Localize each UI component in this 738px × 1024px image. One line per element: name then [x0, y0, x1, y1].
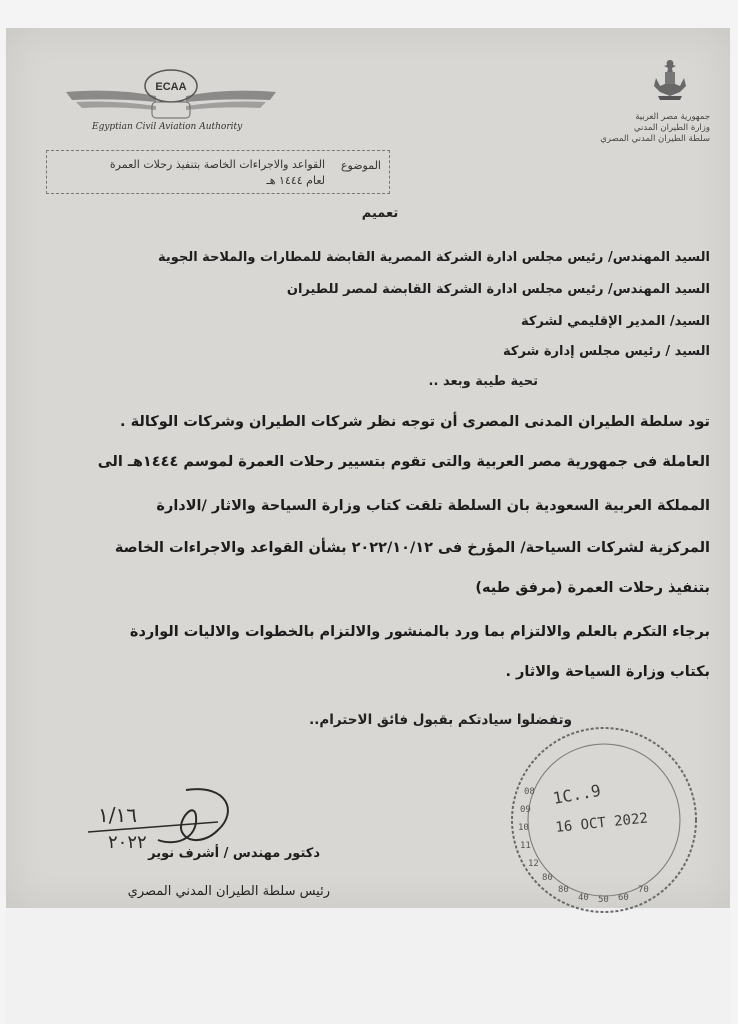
stamp-date: 16 OCT 2022: [554, 810, 649, 836]
subject-line: لعام ١٤٤٤ هـ: [266, 174, 325, 187]
gov-line: جمهورية مصر العربية: [635, 112, 710, 122]
subject-text: [65, 157, 325, 189]
svg-text:12: 12: [528, 859, 539, 869]
government-header: [580, 112, 710, 145]
logo-caption: Egyptian Civil Aviation Authority: [92, 122, 243, 132]
subject-line: القواعد والاجراءات الخاصة بتنفيذ رحلات العمرة: [109, 158, 325, 171]
svg-text:١/١٦: ١/١٦: [98, 803, 137, 827]
svg-text:80: 80: [558, 885, 569, 895]
stamp-number: 1C..9: [551, 780, 603, 808]
body-line: المركزية لشركات السياحة/ المؤرخ فى ٢٠٢٢/١٠/١٢ بشأن القواعد والاجراءات الخاصة: [114, 540, 710, 556]
svg-text:60: 60: [618, 893, 629, 903]
svg-text:80: 80: [542, 873, 553, 883]
body-line: بكتاب وزارة السياحة والاثار .: [505, 664, 710, 680]
svg-text:50: 50: [598, 895, 609, 905]
subject-label: الموضوع: [340, 159, 381, 172]
document-heading: تعميم: [361, 206, 399, 221]
body-line: المملكة العربية السعودية بان السلطة تلقت كتاب وزارة السياحة والاثار /الادارة: [156, 498, 710, 514]
greeting: تحية طيبة وبعد ..: [428, 374, 538, 389]
body-line: برجاء التكرم بالعلم والالتزام بما ورد بالمنشور والالتزام بالخطوات والاليات الواردة: [129, 624, 710, 640]
body-line: بتنفيذ رحلات العمرة (مرفق طيه): [475, 580, 710, 596]
gov-line: وزارة الطيران المدني: [633, 123, 710, 133]
addressee-line: السيد المهندس/ رئيس مجلس ادارة الشركة المصرية القابضة للمطارات والملاحة الجوية: [158, 250, 710, 265]
svg-text:٢٠٢٢: ٢٠٢٢: [108, 832, 147, 853]
closing-line: وتفضلوا سيادتكم بقبول فائق الاحترام..: [309, 712, 572, 728]
addressee-line: السيد/ المدير الإقليمي لشركة: [520, 314, 710, 329]
body-line: العاملة فى جمهورية مصر العربية والتى تقوم بتسيير رحلات العمرة لموسم ١٤٤٤هـ الى: [97, 454, 710, 470]
svg-text:08: 08: [524, 787, 535, 797]
eagle-emblem-icon: [650, 56, 690, 104]
logo-text: ECAA: [155, 81, 187, 93]
subject-box: [46, 150, 390, 194]
addressee-line: السيد المهندس/ رئيس مجلس ادارة الشركة القابضة لمصر للطيران: [286, 282, 710, 297]
body-line: تود سلطة الطيران المدنى المصرى أن توجه نظر شركات الطيران وشركات الوكالة .: [120, 414, 710, 430]
gov-line: سلطة الطيران المدني المصري: [600, 134, 710, 144]
svg-text:10: 10: [518, 823, 529, 833]
svg-text:40: 40: [578, 893, 589, 903]
signatory-name: دكتور مهندس / أشرف نوير: [148, 846, 320, 861]
received-stamp-icon: [494, 720, 708, 920]
page-margin: [6, 908, 730, 1024]
svg-text:11: 11: [520, 841, 531, 851]
svg-text:70: 70: [638, 885, 649, 895]
signatory-position: رئيس سلطة الطيران المدني المصري: [127, 884, 330, 899]
addressee-line: السيد / رئيس مجلس إدارة شركة: [503, 344, 710, 359]
svg-text:09: 09: [520, 805, 531, 815]
